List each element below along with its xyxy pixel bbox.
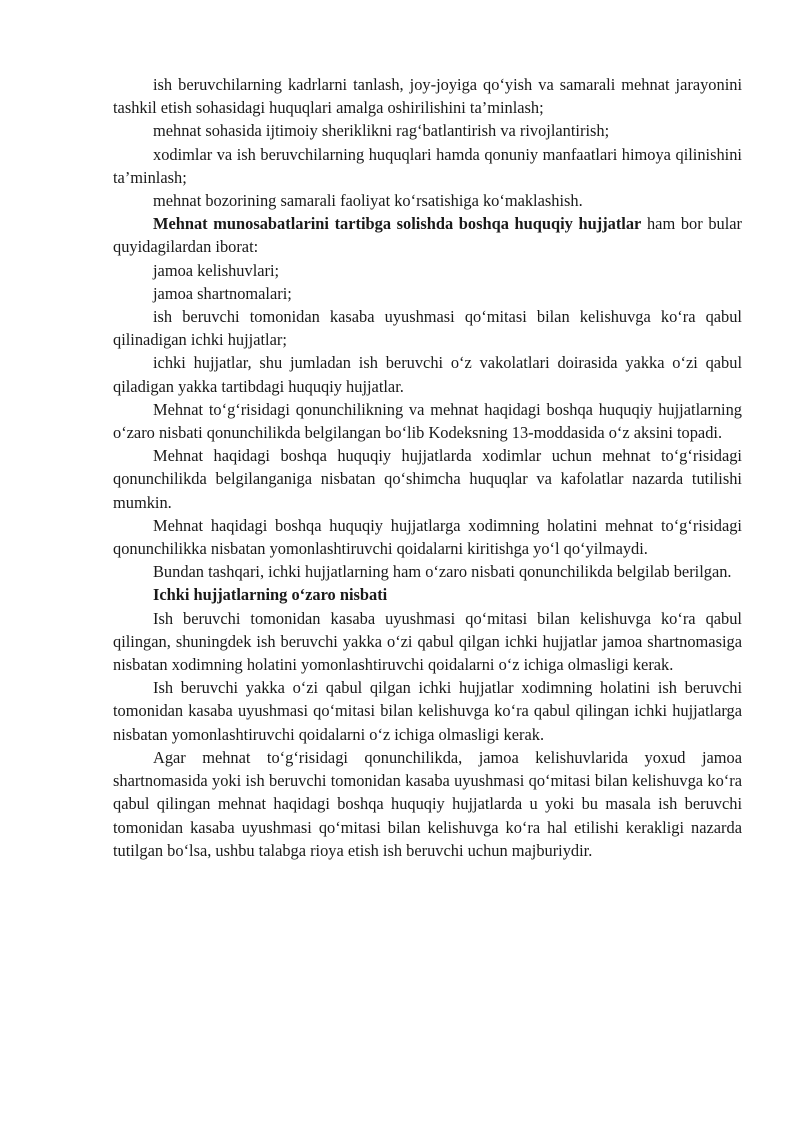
paragraph: mehnat sohasida ijtimoiy sheriklikni rag‘batlantirish va rivojlantirish;	[153, 121, 610, 141]
paragraph-continuation: ham bor bular quyidagilardan iborat:	[113, 214, 743, 257]
paragraph: Ish beruvchi yakka o‘zi qabul qilgan ichki hujjatlar xodimning holatini ish beruvchi tomonidan kasaba uyushmasi qo‘mitasi bilan kelishuvga ko‘ra qabul qilingan ichki hujjatlarga nisbatan yomonlashtiruvchi qoidalarni o‘z ichiga olmasligi kerak.	[113, 678, 742, 744]
paragraph: Bundan tashqari, ichki hujjatlarning ham o‘zaro nisbati qonunchilikda belgilab berilgan.	[153, 562, 732, 582]
list-item: ish beruvchi tomonidan kasaba uyushmasi qo‘mitasi bilan kelishuvga ko‘ra qabul qilinadigan ichki hujjatlar;	[113, 307, 742, 350]
bold-lead-phrase: Mehnat munosabatlarini tartibga solishda boshqa huquqiy hujjatlar	[153, 214, 642, 234]
paragraph: Mehnat to‘g‘risidagi qonunchilikning va mehnat haqidagi boshqa huquqiy hujjatlarning o‘zaro nisbati qonunchilikda belgilangan bo‘lib Kodeksning 13-moddasida o‘z aksini topadi.	[113, 399, 742, 443]
paragraph: Mehnat haqidagi boshqa huquqiy hujjatlarga xodimning holatini mehnat to‘g‘risidagi qonunchilikka nisbatan yomonlashtiruvchi qoidalarni kiritishga yo‘l qo‘yilmaydi.	[113, 515, 742, 559]
document-page	[113, 73, 742, 862]
list-item: jamoa shartnomalari;	[153, 283, 292, 303]
list-item: ichki hujjatlar, shu jumladan ish beruvchi o‘z vakolatlari doirasida yakka o‘zi qabul qiladigan yakka tartibdagi huquqiy hujjatlar.	[113, 353, 742, 396]
paragraph: mehnat bozorining samarali faoliyat ko‘rsatishiga ko‘maklashish.	[153, 191, 583, 211]
list-item: jamoa kelishuvlari;	[153, 260, 280, 280]
paragraph: Mehnat haqidagi boshqa huquqiy hujjatlarda xodimlar uchun mehnat to‘g‘risidagi qonunchilikda belgilanganiga nisbatan qo‘shimcha huquqlar va kafolatlar nazarda tutilishi mumkin.	[113, 446, 742, 512]
paragraph: Ish beruvchi tomonidan kasaba uyushmasi qo‘mitasi bilan kelishuvga ko‘ra qabul qilingan, shuningdek ish beruvchi yakka o‘zi qabul qilgan ichki hujjatlar jamoa shartnomasiga nisbatan xodimning holatini yomonlashtiruvchi qoidalarni o‘z ichiga olmasligi kerak.	[113, 608, 742, 675]
section-heading: Ichki hujjatlarning o‘zaro nisbati	[153, 585, 388, 605]
paragraph: xodimlar va ish beruvchilarning huquqlari hamda qonuniy manfaatlari himoya qilinishini ta’minlash;	[113, 144, 742, 187]
paragraph	[113, 212, 742, 258]
paragraph: Agar mehnat to‘g‘risidagi qonunchilikda, jamoa kelishuvlarida yoxud jamoa shartnomasida yoki ish beruvchi tomonidan kasaba uyushmasi qo‘mitasi bilan kelishuvga ko‘ra qabul qilingan mehnat haqidagi boshqa huquqiy hujjatlarda u yoki bu masala ish beruvchi tomonidan kasaba uyushmasi qo‘mitasi bilan kelishuvga ko‘ra hal etilishi kerakligi nazarda tutilgan bo‘lsa, ushbu talabga rioya etish ish beruvchi uchun majburiydir.	[113, 747, 742, 860]
paragraph: ish beruvchilarning kadrlarni tanlash, joy-joyiga qo‘yish va samarali mehnat jarayonini tashkil etish sohasidagi huquqlari amalga oshirilishini ta’minlash;	[113, 75, 742, 118]
